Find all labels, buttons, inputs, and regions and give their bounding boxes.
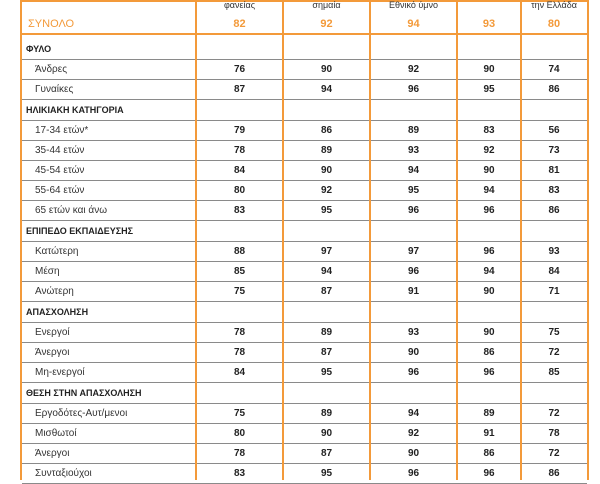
row-value: 72: [548, 448, 560, 459]
row-value: 95: [483, 84, 495, 95]
row-value: 97: [320, 246, 333, 257]
row-value: 93: [407, 145, 420, 156]
row-value: 56: [548, 125, 560, 136]
row-value: 84: [233, 165, 246, 176]
table-row: [22, 80, 587, 100]
row-value: 96: [407, 205, 420, 216]
row-value: 72: [548, 408, 560, 419]
table-row: [22, 404, 587, 424]
total-value: 92: [320, 18, 333, 30]
total-value: 94: [407, 18, 420, 30]
row-value: 96: [483, 367, 495, 378]
row-value: 90: [483, 327, 495, 338]
header-col2: σημαία: [312, 0, 341, 10]
row-label: Μέση: [35, 266, 60, 277]
table-row: [22, 121, 587, 141]
table-row: [22, 201, 587, 221]
row-label: 55-64 ετών: [35, 185, 85, 196]
column-divider: [520, 0, 522, 480]
section-header-row: [22, 302, 587, 323]
row-value: 73: [548, 145, 560, 156]
total-value: 82: [233, 18, 246, 30]
row-value: 92: [407, 64, 420, 75]
row-value: 81: [548, 165, 560, 176]
section-title: ΦΥΛΟ: [26, 44, 52, 54]
column-divider: [456, 0, 458, 480]
row-label: Ανώτερη: [35, 286, 74, 297]
table-row: [22, 161, 587, 181]
row-value: 95: [320, 367, 333, 378]
header-col4: [457, 0, 521, 14]
row-value: 96: [407, 84, 420, 95]
row-value: 88: [233, 246, 246, 257]
row-value: 94: [407, 165, 420, 176]
total-value: 93: [482, 18, 496, 30]
row-value: 90: [483, 165, 495, 176]
row-value: 94: [320, 266, 333, 277]
table-row: [22, 464, 587, 484]
column-divider: [282, 0, 284, 480]
table-row: [22, 60, 587, 80]
row-value: 90: [483, 286, 495, 297]
total-value: 80: [547, 18, 561, 30]
row-label: Άνδρες: [35, 64, 68, 75]
row-value: 89: [407, 125, 420, 136]
row-value: 83: [548, 185, 560, 196]
row-value: 71: [548, 286, 560, 297]
section-title: ΘΕΣΗ ΣΤΗΝ ΑΠΑΣΧΟΛΗΣΗ: [26, 388, 142, 398]
row-value: 79: [233, 125, 246, 136]
row-label: Εργοδότες-Αυτ/μενοι: [35, 408, 128, 419]
row-value: 93: [407, 327, 420, 338]
table-row: [22, 181, 587, 201]
row-value: 87: [233, 84, 246, 95]
table-row: [22, 262, 587, 282]
row-value: 92: [407, 428, 420, 439]
row-value: 90: [320, 165, 333, 176]
table-row: [22, 323, 587, 343]
row-label: Συνταξιούχοι: [35, 468, 92, 479]
row-value: 96: [407, 266, 420, 277]
row-value: 96: [407, 468, 420, 479]
row-value: 78: [233, 448, 246, 459]
row-value: 83: [483, 125, 495, 136]
row-value: 83: [233, 468, 246, 479]
row-value: 89: [320, 408, 333, 419]
row-value: 89: [320, 145, 333, 156]
row-value: 91: [407, 286, 420, 297]
row-label: 65 ετών και άνω: [35, 205, 108, 216]
row-value: 97: [407, 246, 420, 257]
row-value: 87: [320, 448, 333, 459]
row-label: 35-44 ετών: [35, 145, 85, 156]
row-value: 93: [548, 246, 560, 257]
row-value: 96: [483, 205, 495, 216]
row-value: 96: [483, 246, 495, 257]
row-value: 92: [483, 145, 495, 156]
row-label: 45-54 ετών: [35, 165, 85, 176]
row-value: 90: [320, 428, 333, 439]
row-value: 86: [548, 468, 560, 479]
header-row: [22, 0, 587, 14]
table-row: [22, 444, 587, 464]
row-value: 86: [548, 205, 560, 216]
row-value: 86: [483, 448, 495, 459]
row-value: 84: [233, 367, 246, 378]
column-divider: [195, 0, 197, 480]
row-label: Μισθωτοί: [35, 428, 77, 439]
row-value: 75: [548, 327, 560, 338]
row-value: 76: [233, 64, 246, 75]
column-divider: [369, 0, 371, 480]
table-row: [22, 363, 587, 383]
row-value: 90: [407, 448, 420, 459]
header-label-cell: [22, 0, 196, 14]
row-label: Κατώτερη: [35, 246, 79, 257]
table-row: [22, 424, 587, 444]
row-value: 90: [407, 347, 420, 358]
row-value: 78: [233, 145, 246, 156]
row-value: 78: [548, 428, 560, 439]
row-value: 78: [233, 327, 246, 338]
row-value: 94: [483, 266, 495, 277]
row-label: Άνεργοι: [35, 347, 70, 358]
section-title: ΗΛΙΚΙΑΚΗ ΚΑΤΗΓΟΡΙΑ: [26, 105, 124, 115]
row-value: 75: [233, 286, 246, 297]
row-value: 85: [548, 367, 560, 378]
row-value: 91: [483, 428, 495, 439]
total-label: ΣΥΝΟΛΟ: [28, 18, 75, 30]
row-label: 17-34 ετών*: [35, 125, 89, 136]
total-row: [22, 15, 587, 35]
row-value: 75: [233, 408, 246, 419]
row-value: 96: [483, 468, 495, 479]
row-label: Ενεργοί: [35, 327, 70, 338]
row-value: 72: [548, 347, 560, 358]
section-header-row: [22, 221, 587, 242]
row-value: 74: [548, 64, 560, 75]
row-value: 95: [407, 185, 420, 196]
section-header-row: [22, 39, 587, 60]
row-value: 85: [233, 266, 246, 277]
row-value: 92: [320, 185, 333, 196]
row-value: 87: [320, 286, 333, 297]
section-title: ΕΠΙΠΕΔΟ ΕΚΠΑΙΔΕΥΣΗΣ: [26, 226, 134, 236]
row-value: 80: [233, 428, 246, 439]
row-value: 94: [483, 185, 495, 196]
row-value: 90: [320, 64, 333, 75]
section-header-row: [22, 100, 587, 121]
row-value: 89: [320, 327, 333, 338]
row-value: 95: [320, 468, 333, 479]
row-value: 96: [407, 367, 420, 378]
table-row: [22, 343, 587, 363]
section-header-row: [22, 383, 587, 404]
row-value: 78: [233, 347, 246, 358]
header-col1: φανείας: [223, 0, 256, 10]
row-label: Γυναίκες: [35, 84, 74, 95]
row-value: 86: [483, 347, 495, 358]
section-title: ΑΠΑΣΧΟΛΗΣΗ: [26, 307, 89, 317]
header-col5: την Ελλάδα: [531, 0, 577, 10]
row-value: 84: [548, 266, 560, 277]
survey-table: [20, 0, 589, 480]
row-value: 86: [320, 125, 333, 136]
header-col3: Εθνικό ύμνο: [388, 0, 439, 10]
table-row: [22, 141, 587, 161]
row-value: 90: [483, 64, 495, 75]
row-value: 95: [320, 205, 333, 216]
row-value: 94: [320, 84, 333, 95]
row-value: 94: [407, 408, 420, 419]
row-value: 89: [483, 408, 495, 419]
row-value: 86: [548, 84, 560, 95]
row-value: 80: [233, 185, 246, 196]
row-value: 83: [233, 205, 246, 216]
row-label: Άνεργοι: [35, 448, 70, 459]
table-row: [22, 242, 587, 262]
table-row: [22, 282, 587, 302]
row-label: Μη-ενεργοί: [35, 367, 85, 378]
row-value: 87: [320, 347, 333, 358]
